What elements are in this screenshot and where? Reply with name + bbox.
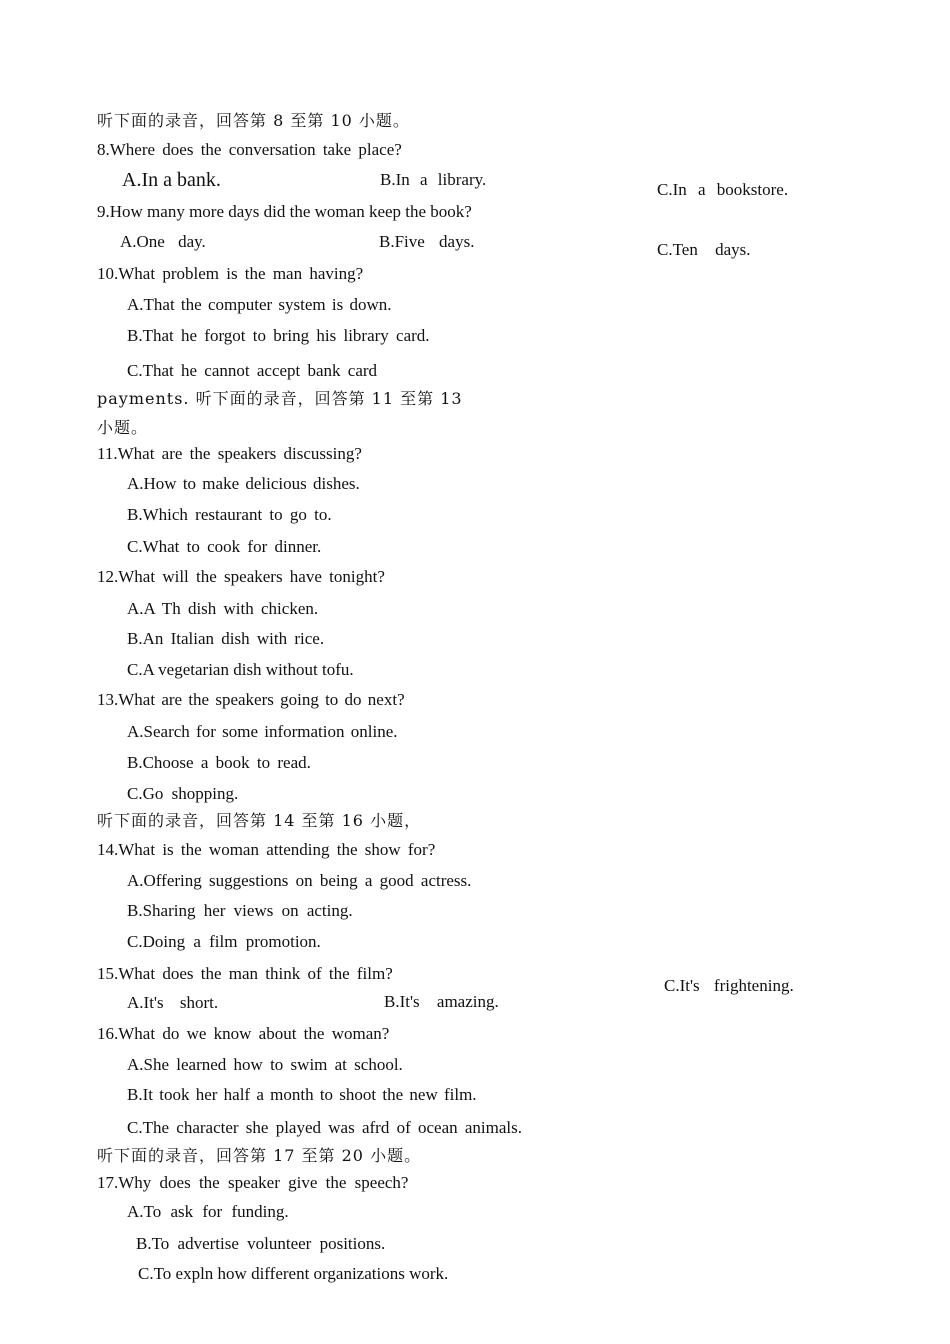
question-13-option-c: C.Go shopping.	[127, 784, 239, 803]
question-8-stem: 8.Where does the conversation take place?	[97, 140, 402, 159]
question-17-option-b: B.To advertise volunteer positions.	[136, 1234, 386, 1253]
question-11-option-a: A.How to make delicious dishes.	[127, 474, 360, 493]
question-12-stem: 12.What will the speakers have tonight?	[97, 567, 385, 586]
section-heading-8-10: 听下面的录音，回答第 8 至第 10 小题。	[97, 111, 410, 130]
question-15-option-b: B.It's amazing.	[384, 992, 499, 1011]
question-10-option-c: C.That he cannot accept bank card	[127, 361, 378, 380]
question-15-option-c: C.It's frightening.	[664, 976, 794, 995]
question-9-option-a: A.One day.	[120, 232, 206, 251]
question-8-option-b: B.In a library.	[380, 170, 487, 189]
section-heading-11-13: payments. 听下面的录音，回答第 11 至第 13	[97, 389, 463, 408]
question-13-option-a: A.Search for some information online.	[127, 722, 398, 741]
question-10-option-b: B.That he forgot to bring his library card.	[127, 326, 430, 345]
section-heading-17-20: 听下面的录音，回答第 17 至第 20 小题。	[97, 1146, 422, 1165]
question-12-option-a: A.A Th dish with chicken.	[127, 599, 319, 618]
question-12-option-c: C.A vegetarian dish without tofu.	[127, 660, 354, 679]
question-15-stem: 15.What does the man think of the film?	[97, 964, 393, 983]
question-17-option-a: A.To ask for funding.	[127, 1202, 289, 1221]
question-8-option-a: A.In a bank.	[122, 169, 221, 191]
question-13-option-b: B.Choose a book to read.	[127, 753, 311, 772]
question-10-stem: 10.What problem is the man having?	[97, 264, 364, 283]
section-heading-14-16: 听下面的录音，回答第 14 至第 16 小题，	[97, 811, 422, 830]
question-16-stem: 16.What do we know about the woman?	[97, 1024, 390, 1043]
question-12-option-b: B.An Italian dish with rice.	[127, 629, 325, 648]
question-17-stem: 17.Why does the speaker give the speech?	[97, 1173, 409, 1192]
question-14-option-c: C.Doing a film promotion.	[127, 932, 321, 951]
question-13-stem: 13.What are the speakers going to do next?	[97, 690, 405, 709]
question-14-stem: 14.What is the woman attending the show for?	[97, 840, 436, 859]
question-11-option-b: B.Which restaurant to go to.	[127, 505, 332, 524]
question-15-option-a: A.It's short.	[127, 993, 219, 1012]
question-11-option-c: C.What to cook for dinner.	[127, 537, 322, 556]
question-11-stem: 11.What are the speakers discussing?	[97, 444, 362, 463]
question-10-option-a: A.That the computer system is down.	[127, 295, 392, 314]
question-17-option-c: C.To expln how different organizations work.	[138, 1264, 449, 1283]
question-9-option-c: C.Ten days.	[657, 240, 751, 259]
question-9-stem: 9.How many more days did the woman keep the book?	[97, 202, 472, 221]
question-16-option-a: A.She learned how to swim at school.	[127, 1055, 403, 1074]
question-14-option-a: A.Offering suggestions on being a good actress.	[127, 871, 472, 890]
question-14-option-b: B.Sharing her views on acting.	[127, 901, 353, 920]
section-heading-11-13-cont: 小题。	[97, 418, 149, 437]
question-8-option-c: C.In a bookstore.	[657, 180, 789, 199]
question-16-option-b: B.It took her half a month to shoot the new film.	[127, 1085, 477, 1104]
question-16-option-c: C.The character she played was afrd of ocean animals.	[127, 1118, 522, 1137]
question-9-option-b: B.Five days.	[379, 232, 475, 251]
